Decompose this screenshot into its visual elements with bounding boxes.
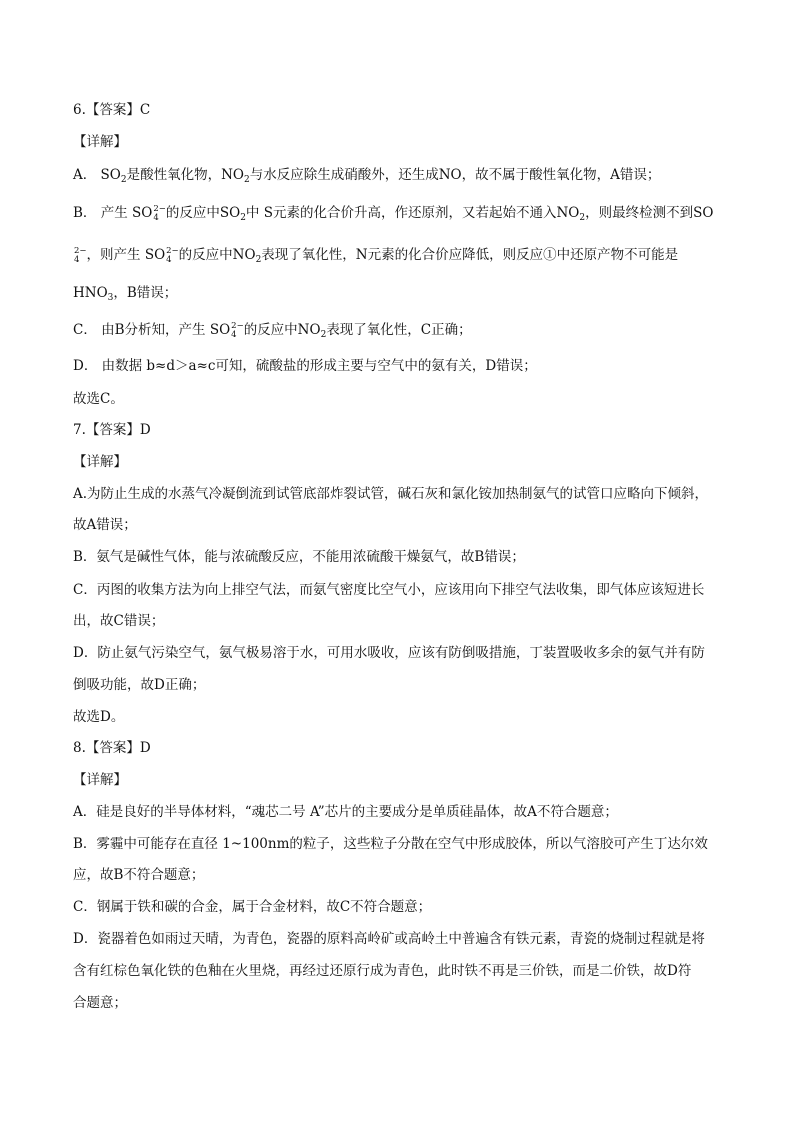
q6-option-d: D． 由数据 b≈d＞a≈c可知，硫酸盐的形成主要与空气中的氨有关，D错误； [73, 358, 537, 374]
q8-option-b-line1: B．雾霾中可能存在直径 1~100nm的粒子，这些粒子分散在空气中形成胶体，所以气溶胶可产生丁达尔效 [73, 836, 708, 852]
q6-conclusion: 故选C。 [73, 391, 124, 407]
q8-option-b-line2: 应，故B不符合题意； [73, 867, 205, 883]
q7-option-c-line1: C．丙图的收集方法为向上排空气法，而氨气密度比空气小，应该用向下排空气法收集，即气体应该短进长 [73, 582, 705, 598]
q8-detail-heading: 【详解】 [73, 772, 127, 788]
q8-answer: 8.【答案】D [73, 740, 151, 756]
q6-option-a: A． $SO_2$是酸性氧化物，$NO_2$与水反应除生成硝酸外，还生成NO，故不属于酸性氧化物，A错误； [73, 167, 661, 185]
q8-option-c: C．钢属于铁和碳的合金，属于合金材料，故C不符合题意； [73, 899, 432, 915]
q6-option-b-line1: B． 产生 SO 2− 4 的反应中$SO_2$中 S元素的化合价升高，作还原剂，又若起始不通入$NO_2$，则最终检测不到SO [73, 203, 714, 223]
q8-option-d-line3: 合题意； [73, 995, 127, 1011]
q7-option-a-line2: 故A错误； [73, 517, 137, 533]
q7-option-b: B．氨气是碱性气体，能与浓硫酸反应，不能用浓硫酸干燥氨气，故B错误； [73, 549, 525, 565]
q6-answer: 6.【答案】C [73, 102, 151, 118]
q6-option-c: C． 由B分析知，产生 SO 2− 4 的反应中$NO_2$表现了氧化性，C正确； [73, 320, 472, 340]
q7-option-d-line2: 倒吸功能，故D正确； [73, 677, 206, 693]
q7-answer: 7.【答案】D [73, 422, 151, 438]
q7-option-a-line1: A.为防止生成的水蒸气冷凝倒流到试管底部炸裂试管，碱石灰和氯化铵加热制氨气的试管口应略向下倾斜， [73, 486, 709, 502]
q7-option-d-line1: D．防止氨气污染空气，氨气极易溶于水，可用水吸收，应该有防倒吸措施，丁装置吸收多余的氨气并有防 [73, 645, 705, 661]
q8-option-d-line2: 含有红棕色氧化铁的色釉在火里烧，再经过还原行成为青色，此时铁不再是三价铁，而是二价铁，故D符 [73, 963, 692, 979]
q7-conclusion: 故选D。 [73, 709, 125, 725]
q6-detail-heading: 【详解】 [73, 134, 127, 150]
q7-option-c-line2: 出，故C错误； [73, 613, 165, 629]
q8-option-a: A．硅是良好的半导体材料，“魂芯二号 A”芯片的主要成分是单质硅晶体，故A不符合题意； [73, 804, 618, 820]
q7-detail-heading: 【详解】 [73, 454, 127, 470]
q6-option-b-line2: 2− 4 ，则产生 SO 2− 4 的反应中$NO_2$表现了氧化性，N元素的化合价应降低，则反应①中还原产物不可能是 [74, 245, 679, 265]
q8-option-d-line1: D．瓷器着色如雨过天晴，为青色，瓷器的原料高岭矿或高岭土中普遍含有铁元素，青瓷的烧制过程就是将 [73, 931, 705, 947]
q6-option-b-line3: $HNO_3$，B错误； [73, 285, 178, 303]
